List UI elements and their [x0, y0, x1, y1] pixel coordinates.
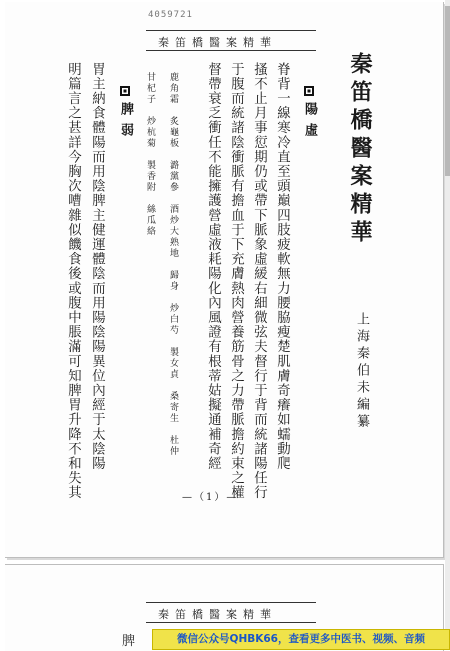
- prescription-column: 鹿角霜 炙龜板 潞黨參 酒炒大熟地 歸身 炒白芍 製女貞 桑寄生 杜仲: [168, 72, 178, 457]
- prescription-column: 甘杞子 炒杭菊 製香附 絲瓜絡: [145, 72, 155, 237]
- section-heading-text: 脾弱: [118, 102, 133, 144]
- author-line: 上海秦伯未編纂: [354, 312, 369, 431]
- promo-banner: 微信公众号QHBK66，查看更多中医书、视频、音频: [152, 629, 450, 650]
- book-title: 秦笛橋醫案精華: [347, 52, 373, 248]
- next-header-rule-top: [146, 602, 316, 603]
- scrollbar-thumb[interactable]: [445, 6, 450, 176]
- serial-number: 4059721: [148, 10, 193, 20]
- section-marker-icon: [304, 86, 314, 96]
- next-header-rule-bottom: [146, 622, 316, 623]
- next-page-partial-text: 脾: [122, 634, 136, 649]
- section-heading-yangxu: [300, 86, 319, 144]
- body-column: 胃主納食體陽而用陰脾主健運體陰而用陽陰陽異位內經于太陰陽: [89, 62, 105, 471]
- next-running-header: 秦笛橋醫案精華: [158, 608, 277, 621]
- section-marker-icon: [120, 86, 130, 96]
- body-column: 明篇言之甚詳今胸次嘈雜似饑食後或腹中脹滿可知脾胃升降不和失其: [65, 62, 81, 500]
- section-heading-text: 陽虛: [302, 102, 317, 144]
- header-rule-bottom: [146, 50, 316, 51]
- body-column: 脊背一線寒冷直至頭巔四肢疲軟無力腰脇瘦楚肌膚奇癢如蠕動爬: [274, 62, 290, 471]
- page-number: —（1）—: [182, 492, 239, 503]
- section-heading-piruo: [116, 86, 135, 144]
- body-column: 督帶衰乏衝任不能擁護營虛液耗陽化內風證有根蒂姑擬通補奇經: [205, 62, 221, 471]
- body-column: 于腹而統諸陰衝脈有擔血于下充膚熱肉營養筋骨之力帶脈擔約束之權: [228, 62, 244, 500]
- body-column: 搔不止月事愆期仍或帶下脈象虛緩右細微弦夫督行于背而統諸陽任行: [251, 62, 267, 500]
- running-header: 秦笛橋醫案精華: [158, 36, 277, 49]
- header-rule-top: [146, 30, 316, 31]
